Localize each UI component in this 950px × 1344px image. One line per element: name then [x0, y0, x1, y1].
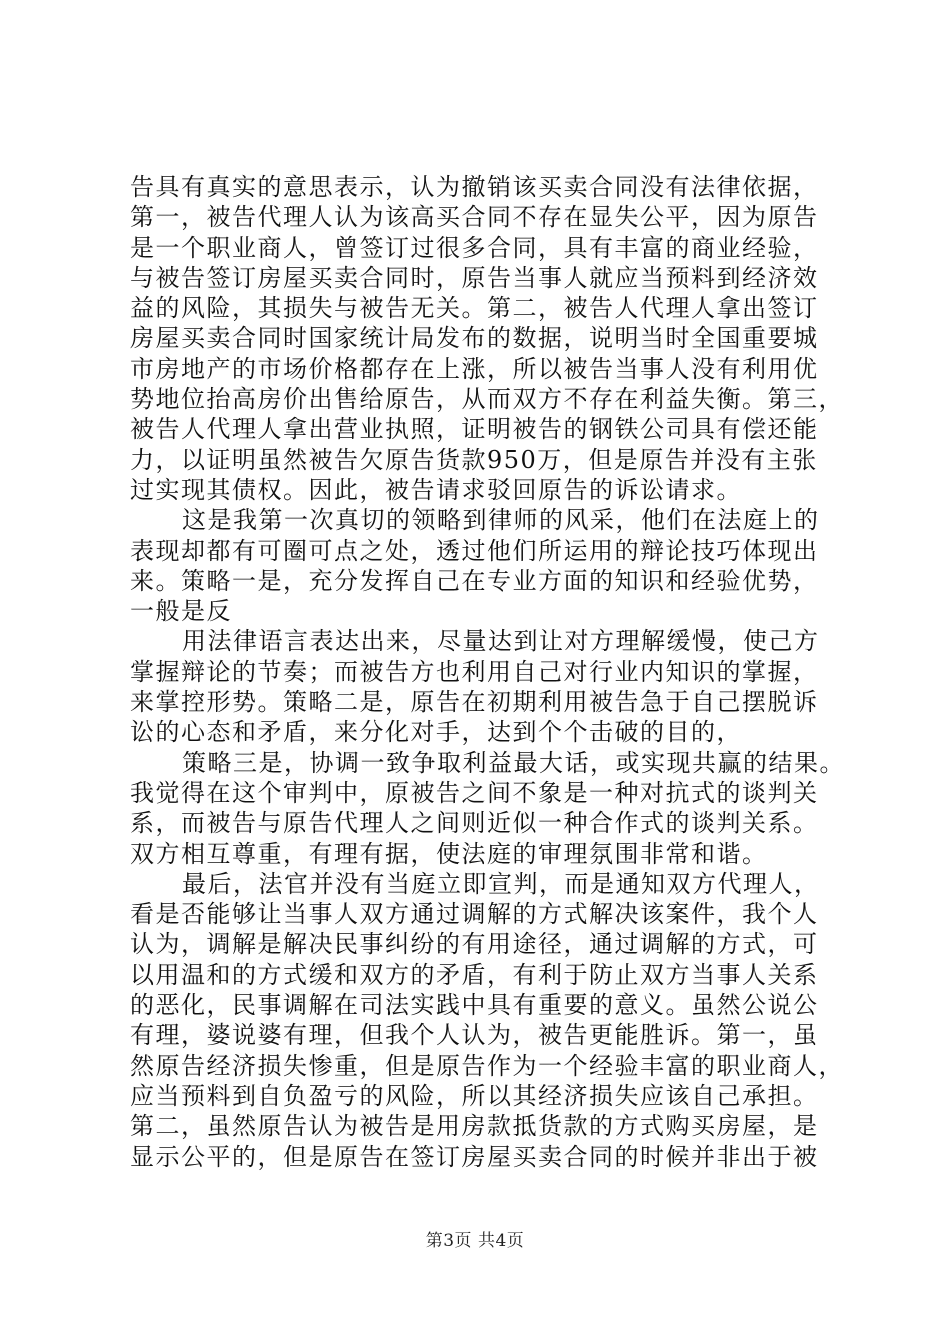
text-line: 看是否能够让当事人双方通过调解的方式解决该案件，我个人	[130, 900, 819, 929]
text-line: 第二，虽然原告认为被告是用房款抵货款的方式购买房屋，是	[130, 1112, 819, 1141]
text-line: 然原告经济损失惨重，但是原告作为一个经验丰富的职业商人，	[130, 1051, 844, 1080]
text-line: 一般是反	[130, 597, 232, 626]
text-line: 第一，被告代理人认为该高买合同不存在显失公平，因为原告	[130, 203, 819, 232]
text-line: 来掌控形势。策略二是，原告在初期利用被告急于自己摆脱诉	[130, 688, 819, 717]
text-line: 是一个职业商人，曾签订过很多合同，具有丰富的商业经验，	[130, 233, 819, 262]
paragraph-start-line: 这是我第一次真切的领略到律师的风采，他们在法庭上的	[182, 506, 820, 535]
text-line: 市房地产的市场价格都存在上涨，所以被告当事人没有利用优	[130, 354, 819, 383]
text-line: 益的风险，其损失与被告无关。第二，被告人代理人拿出签订	[130, 294, 819, 323]
text-line: 认为，调解是解决民事纠纷的有用途径，通过调解的方式，可	[130, 930, 819, 959]
text-line: 以用温和的方式缓和双方的矛盾，有利于防止双方当事人关系	[130, 960, 819, 989]
text-line: 讼的心态和矛盾，来分化对手，达到个个击破的目的，	[130, 718, 742, 747]
text-line: 我觉得在这个审判中，原被告之间不象是一种对抗式的谈判关	[130, 778, 819, 807]
text-line: 表现却都有可圈可点之处，透过他们所运用的辩论技巧体现出	[130, 536, 819, 565]
text-line: 被告人代理人拿出营业执照，证明被告的钢铁公司具有偿还能	[130, 415, 819, 444]
text-line: 房屋买卖合同时国家统计局发布的数据，说明当时全国重要城	[130, 324, 819, 353]
page-footer	[0, 1230, 950, 1252]
text-line: 双方相互尊重，有理有据，使法庭的审理氛围非常和谐。	[130, 839, 768, 868]
text-line: 与被告签订房屋买卖合同时，原告当事人就应当预料到经济效	[130, 263, 819, 292]
text-line: 告具有真实的意思表示，认为撤销该买卖合同没有法律依据，	[130, 173, 819, 201]
text-line: 掌握辩论的节奏；而被告方也利用自己对行业内知识的掌握，	[130, 657, 819, 686]
body-text	[130, 172, 860, 1172]
text-line: 势地位抬高房价出售给原告，从而双方不存在利益失衡。第三，	[130, 385, 844, 414]
text-line: 系，而被告与原告代理人之间则近似一种合作式的谈判关系。	[130, 809, 819, 838]
paragraph-start-line: 用法律语言表达出来，尽量达到让对方理解缓慢，使己方	[182, 627, 820, 656]
text-line: 来。策略一是，充分发挥自己在专业方面的知识和经验优势，	[130, 566, 819, 595]
text-line: 力，以证明虽然被告欠原告货款950万，但是原告并没有主张	[130, 445, 818, 474]
paragraph-start-line: 最后，法官并没有当庭立即宣判，而是通知双方代理人，	[182, 869, 820, 898]
page-number: 第3页 共4页	[425, 1231, 525, 1251]
text-line: 应当预料到自负盈亏的风险，所以其经济损失应该自己承担。	[130, 1081, 819, 1110]
text-line: 显示公平的，但是原告在签订房屋买卖合同的时候并非出于被	[130, 1142, 819, 1171]
text-line: 的恶化，民事调解在司法实践中具有重要的意义。虽然公说公	[130, 991, 819, 1020]
paragraph-start-line: 策略三是，协调一致争取利益最大话，或实现共赢的结果。	[182, 748, 845, 777]
text-line: 过实现其债权。因此，被告请求驳回原告的诉讼请求。	[130, 475, 742, 504]
text-line: 有理，婆说婆有理，但我个人认为，被告更能胜诉。第一，虽	[130, 1021, 819, 1050]
